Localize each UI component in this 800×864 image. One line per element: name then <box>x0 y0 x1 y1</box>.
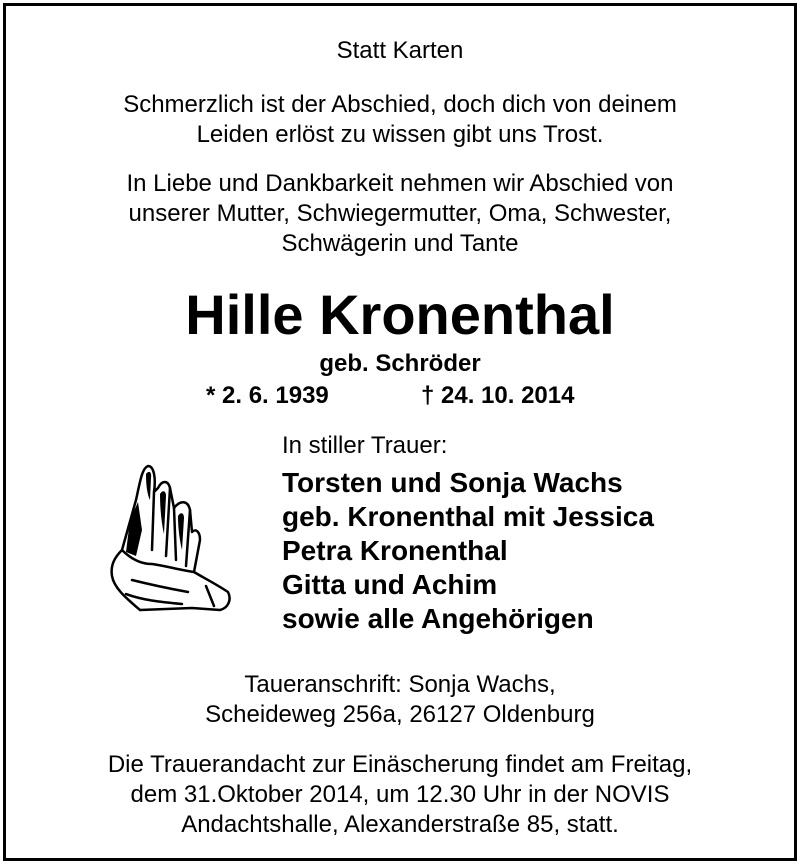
life-dates <box>6 381 794 413</box>
mourners-list <box>282 466 654 636</box>
deceased-name: Hille Kronenthal <box>185 283 615 346</box>
praying-hands-icon <box>96 460 236 620</box>
quote-line: Leiden erlöst zu wissen gibt uns Trost. <box>196 121 604 148</box>
service-line: Andachtshalle, Alexanderstraße 85, statt. <box>181 811 619 838</box>
death-date: † 24. 10. 2014 <box>421 382 575 409</box>
quote-line: Schmerzlich ist der Abschied, doch dich von deinem <box>123 91 677 118</box>
mourner-line: sowie alle Angehörigen <box>282 603 594 634</box>
address-line: Scheideweg 256a, 26127 Oldenburg <box>205 701 595 728</box>
mourning-label: In stiller Trauer: <box>282 432 448 459</box>
mourner-line: Gitta und Achim <box>282 569 498 600</box>
intro-line: Schwägerin und Tante <box>281 230 519 257</box>
birth-name: geb. Schröder <box>319 350 481 377</box>
intro-line: unserer Mutter, Schwiegermutter, Oma, Schwester, <box>128 200 672 227</box>
address-line: Taueranschrift: Sonja Wachs, <box>244 671 556 698</box>
header-text: Statt Karten <box>336 37 464 64</box>
quote <box>6 90 794 150</box>
birth-date: * 2. 6. 1939 <box>206 382 329 409</box>
service-info <box>6 750 794 840</box>
mourner-line: geb. Kronenthal mit Jessica <box>282 501 654 532</box>
mourner-line: Petra Kronenthal <box>282 535 508 566</box>
intro <box>6 169 794 259</box>
mourner-line: Torsten und Sonja Wachs <box>282 467 623 498</box>
service-line: Die Trauerandacht zur Einäscherung findet am Freitag, <box>107 751 693 778</box>
mourning-address <box>6 670 794 730</box>
obituary-notice <box>3 3 797 861</box>
intro-line: In Liebe und Dankbarkeit nehmen wir Abschied von <box>126 170 674 197</box>
service-line: dem 31.Oktober 2014, um 12.30 Uhr in der NOVIS <box>130 781 670 808</box>
